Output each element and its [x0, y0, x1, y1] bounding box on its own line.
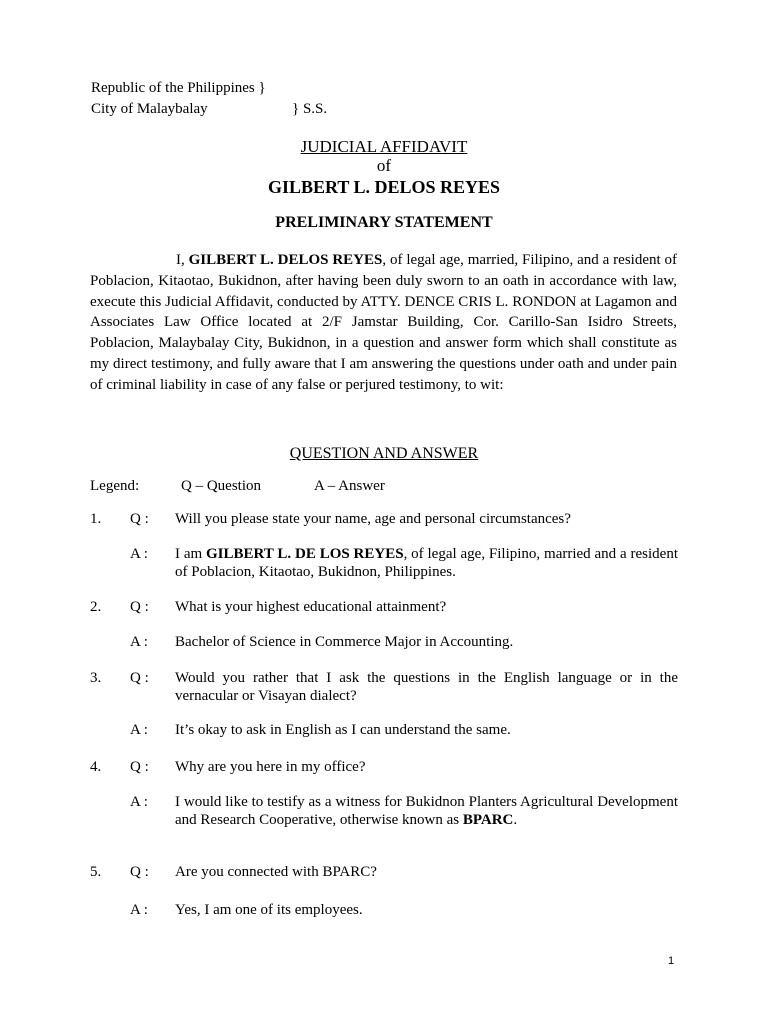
- qa-number: 3.: [90, 670, 102, 686]
- legend-answer: A – Answer: [314, 478, 385, 494]
- question-text: What is your highest educational attainment?: [175, 599, 447, 615]
- venue-republic: Republic of the Philippines }: [91, 80, 266, 96]
- answer-post: .: [513, 812, 518, 828]
- answer-bold: GILBERT L. DE LOS REYES: [206, 546, 404, 562]
- venue-ss: } S.S.: [292, 101, 328, 117]
- venue-city: City of Malaybalay: [91, 101, 208, 117]
- venue-block: [91, 78, 327, 120]
- qa-number: 1.: [90, 511, 102, 527]
- legend-label: Legend:: [90, 478, 140, 494]
- statement-body: , of legal age, married, Filipino, and a resident of Poblacion, Kitaotao, Bukidnon, after having been duly sworn to an oath in accordance with law, execute this Judicial Affidavit, conducted by ATTY. DENCE CRIS L. RONDON at Lagamon and Associates Law Office located at 2/F Jamstar Building, Cor. Carillo-San Isidro Streets, Poblacion, Malaybalay City, Bukidnon, in a question and answer form which shall constitute as my direct testimony, and fully aware that I am answering the questions under oath and under pain of criminal liability in case of any false or perjured testimony, to wit:: [90, 252, 677, 393]
- question-text: Would you rather that I ask the questions in the English language or in the vernacular or Visayan dialect?: [175, 670, 678, 704]
- question-text: Why are you here in my office?: [175, 759, 366, 775]
- question-text: Are you connected with BPARC?: [175, 864, 377, 880]
- answer-pre: I would like to testify as a witness for Bukidnon Planters Agricultural Development and Research Cooperative, otherwise known as: [175, 794, 678, 828]
- qa-number: 4.: [90, 759, 102, 775]
- preliminary-statement: [90, 250, 677, 396]
- answer-label: A :: [130, 722, 148, 738]
- question-label: Q :: [130, 511, 149, 527]
- answer-post: , of legal age, Filipino, married and a resident of Poblacion, Kitaotao, Bukidnon, Philippines.: [175, 546, 678, 580]
- document-title: JUDICIAL AFFIDAVIT: [300, 137, 468, 156]
- question-label: Q :: [130, 864, 149, 880]
- answer-text: [175, 793, 678, 829]
- answer-pre: I am: [175, 546, 207, 562]
- page-number: 1: [668, 955, 675, 967]
- qa-number: 2.: [90, 599, 102, 615]
- question-text: Will you please state your name, age and personal circumstances?: [175, 511, 571, 527]
- affiant-name: GILBERT L. DELOS REYES: [188, 252, 383, 268]
- answer-text: [175, 545, 678, 581]
- legend-question: Q – Question: [181, 478, 261, 494]
- answer-text: Bachelor of Science in Commerce Major in Accounting.: [175, 634, 514, 650]
- affiant-name-title: GILBERT L. DELOS REYES: [267, 177, 501, 197]
- qa-heading: QUESTION AND ANSWER: [289, 445, 479, 462]
- qa-number: 5.: [90, 864, 102, 880]
- answer-label: A :: [130, 902, 148, 918]
- question-label: Q :: [130, 759, 149, 775]
- answer-label: A :: [130, 634, 148, 650]
- answer-text: Yes, I am one of its employees.: [175, 902, 363, 918]
- intro-text: I,: [176, 252, 189, 268]
- legend: [90, 478, 385, 495]
- answer-text: It’s okay to ask in English as I can understand the same.: [175, 722, 511, 738]
- question-label: Q :: [130, 599, 149, 615]
- title-of: of: [376, 156, 392, 175]
- question-label: Q :: [130, 670, 149, 686]
- preliminary-heading: PRELIMINARY STATEMENT: [275, 214, 493, 231]
- answer-label: A :: [130, 794, 148, 810]
- answer-bold: BPARC: [462, 812, 514, 828]
- venue-city-row: [91, 99, 327, 120]
- answer-label: A :: [130, 546, 148, 562]
